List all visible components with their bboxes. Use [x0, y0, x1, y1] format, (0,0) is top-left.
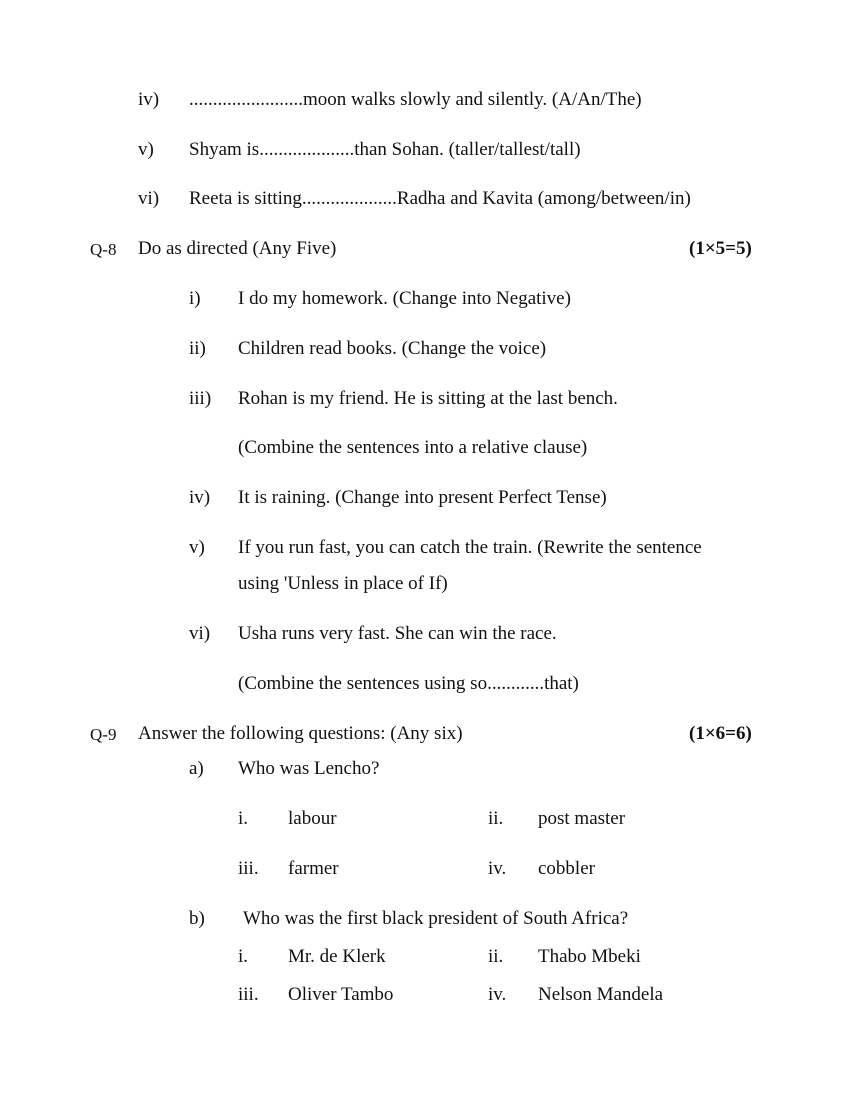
q9-title: Answer the following questions: (Any six) [138, 723, 463, 744]
q8-item-label: i) [189, 288, 201, 309]
q8-item-label: vi) [189, 623, 211, 644]
option-label: i. [238, 808, 249, 829]
option-text: labour [288, 808, 337, 829]
q8-item-text-continued: (Combine the sentences into a relative clause) [238, 437, 588, 458]
option-text: post master [538, 808, 626, 829]
q8-item-text: It is raining. (Change into present Perfect Tense) [238, 487, 607, 508]
q7-item-text: Shyam is....................than Sohan. (taller/tallest/tall) [189, 139, 581, 160]
q8-item-text: Children read books. (Change the voice) [238, 338, 547, 359]
option-label: iv. [488, 984, 507, 1005]
q7-item-label: iv) [138, 89, 160, 110]
option-text: Thabo Mbeki [538, 946, 641, 967]
q8-title: Do as directed (Any Five) [138, 238, 337, 259]
q8-item-text: Rohan is my friend. He is sitting at the last bench. [238, 388, 618, 409]
q9-question-label: a) [189, 758, 204, 779]
option-label: iii. [238, 858, 259, 879]
q9-question-text: Who was Lencho? [238, 758, 380, 779]
option-label: ii. [488, 946, 504, 967]
option-text: Nelson Mandela [538, 984, 664, 1005]
q8-item-text-continued: (Combine the sentences using so............that) [238, 673, 579, 694]
option-label: i. [238, 946, 249, 967]
q9-question-label: b) [189, 908, 205, 929]
q9-question-text: Who was the first black president of South Africa? [243, 908, 629, 929]
q8-item-label: ii) [189, 338, 206, 359]
option-label: iv. [488, 858, 507, 879]
q8-item-text-continued: using 'Unless in place of If) [238, 573, 448, 594]
q7-item-label: vi) [138, 188, 160, 209]
q8-item-label: iv) [189, 487, 211, 508]
q8-item-text: Usha runs very fast. She can win the race. [238, 623, 557, 644]
option-text: Oliver Tambo [288, 984, 394, 1005]
q8-item-text: If you run fast, you can catch the train. (Rewrite the sentence [238, 537, 702, 558]
option-text: Mr. de Klerk [288, 946, 386, 967]
q8-item-label: v) [189, 537, 205, 558]
q9-number: Q-9 [90, 725, 117, 744]
option-text: farmer [288, 858, 339, 879]
q8-number: Q-8 [90, 240, 117, 259]
option-label: ii. [488, 808, 504, 829]
q9-marks: (1×6=6) [689, 723, 752, 744]
option-text: cobbler [538, 858, 595, 879]
q8-item-text: I do my homework. (Change into Negative) [238, 288, 571, 309]
option-label: iii. [238, 984, 259, 1005]
q8-item-label: iii) [189, 388, 212, 409]
q7-item-text: Reeta is sitting....................Radha and Kavita (among/between/in) [189, 188, 691, 209]
q7-item-label: v) [138, 139, 154, 160]
q8-marks: (1×5=5) [689, 238, 752, 259]
q7-item-text: ........................moon walks slowly and silently. (A/An/The) [189, 89, 642, 110]
